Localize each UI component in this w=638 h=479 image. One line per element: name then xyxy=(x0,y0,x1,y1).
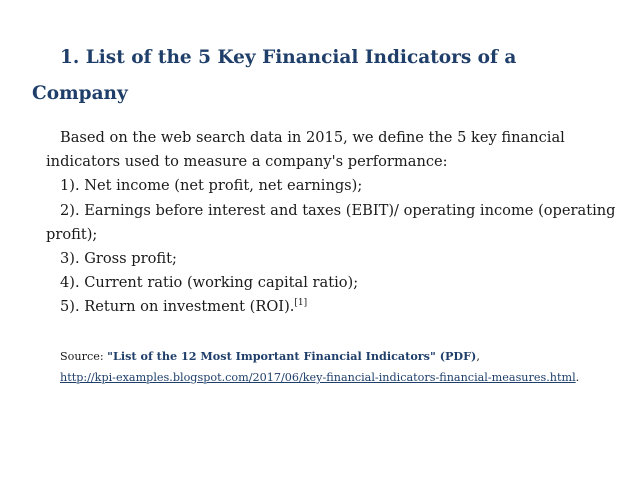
heading-line-2: Company xyxy=(32,83,128,104)
intro-paragraph: Based on the web search data in 2015, we define the 5 key financial indicators used to measure a company's performance: xyxy=(46,129,565,171)
indicator-item-5 xyxy=(46,295,626,319)
source-label: Source: xyxy=(60,350,108,363)
source-url-link[interactable]: http://kpi-examples.blogspot.com/2017/06/key-financial-indicators-financial-measures.html xyxy=(60,371,576,384)
source-end: . xyxy=(575,371,580,384)
page-heading xyxy=(32,40,606,112)
source-title-link[interactable]: "List of the 12 Most Important Financial Indicators" (PDF) xyxy=(107,349,477,363)
citation-marker[interactable]: [1] xyxy=(294,298,308,309)
indicator-item-4: 4). Current ratio (working capital ratio); xyxy=(60,274,359,292)
source-note xyxy=(60,346,630,388)
heading-line-1: 1. List of the 5 Key Financial Indicators of a xyxy=(60,47,517,68)
indicator-item-5-text: 5). Return on investment (ROI). xyxy=(60,298,295,316)
indicator-item-2: 2). Earnings before interest and taxes (EBIT)/ operating income (operating profit); xyxy=(46,201,616,243)
indicator-item-3: 3). Gross profit; xyxy=(60,250,177,268)
source-separator: , xyxy=(476,350,480,363)
indicator-item-1: 1). Net income (net profit, net earnings); xyxy=(60,177,363,195)
body-text xyxy=(46,126,626,320)
